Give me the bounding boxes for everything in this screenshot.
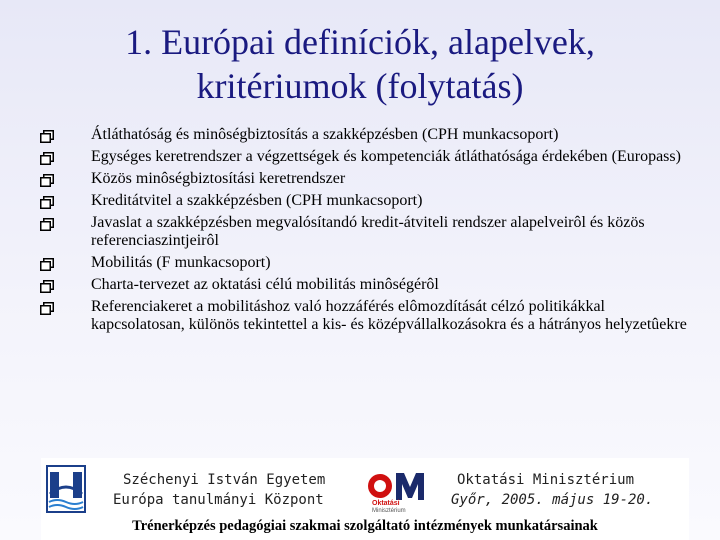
event-date-location: Győr, 2005. május 19-20.: [451, 492, 654, 508]
hollow-square-bullet-icon: [40, 218, 54, 231]
bullet-list: [40, 126, 700, 338]
center-name: Európa tanulmányi Központ: [113, 492, 324, 508]
hollow-square-bullet-icon: [40, 258, 54, 271]
ministry-logo-sublabel: Minisztérium: [372, 508, 406, 514]
hollow-square-bullet-icon: [40, 280, 54, 293]
list-item: [40, 298, 700, 334]
university-logo-icon: [45, 464, 87, 514]
bullet-text: Charta-tervezet az oktatási célú mobilitás minôségérôl: [91, 276, 439, 293]
list-item: [40, 192, 700, 210]
list-item: [40, 170, 700, 188]
hollow-square-bullet-icon: [40, 152, 54, 165]
bullet-text: Javaslat a szakképzésben megvalósítandó kredit-átviteli rendszer alapelveirôl és közös referenciaszintjeirôl: [91, 214, 645, 249]
list-item: [40, 148, 700, 166]
slide-title: [0, 20, 720, 108]
list-item: [40, 214, 700, 250]
hollow-square-bullet-icon: [40, 174, 54, 187]
bullet-text: Mobilitás (F munkacsoport): [91, 254, 271, 271]
slide-title-line-2: kritériumok (folytatás): [196, 66, 524, 106]
bullet-text: Átláthatóság és minôségbiztosítás a szakképzésben (CPH munkacsoport): [91, 126, 559, 143]
footer-banner: [41, 458, 689, 540]
hollow-square-bullet-icon: [40, 302, 54, 315]
list-item: [40, 276, 700, 294]
bullet-text: Referenciakeret a mobilitáshoz való hozzáférés elômozdítását célzó politikákkal kapcsolatosan, különös tekintettel a kis- és középvállalkozásokra és a hátrányos helyzetûekre: [91, 298, 687, 333]
university-name: Széchenyi István Egyetem: [123, 472, 326, 488]
list-item: [40, 126, 700, 144]
hollow-square-bullet-icon: [40, 130, 54, 143]
ministry-logo-label: Oktatási: [372, 500, 400, 507]
ministry-name: Oktatási Minisztérium: [457, 472, 635, 488]
bullet-text: Közös minôségbiztosítási keretrendszer: [91, 170, 346, 187]
bullet-text: Egységes keretrendszer a végzettségek és kompetenciák átláthatósága érdekében (Europass): [91, 148, 681, 165]
slide-title-line-1: 1. Európai definíciók, alapelvek,: [125, 22, 595, 62]
hollow-square-bullet-icon: [40, 196, 54, 209]
bullet-text: Kreditátvitel a szakképzésben (CPH munkacsoport): [91, 192, 423, 209]
list-item: [40, 254, 700, 272]
training-banner: Trénerképzés pedagógiai szakmai szolgáltató intézmények munkatársainak: [132, 518, 598, 534]
